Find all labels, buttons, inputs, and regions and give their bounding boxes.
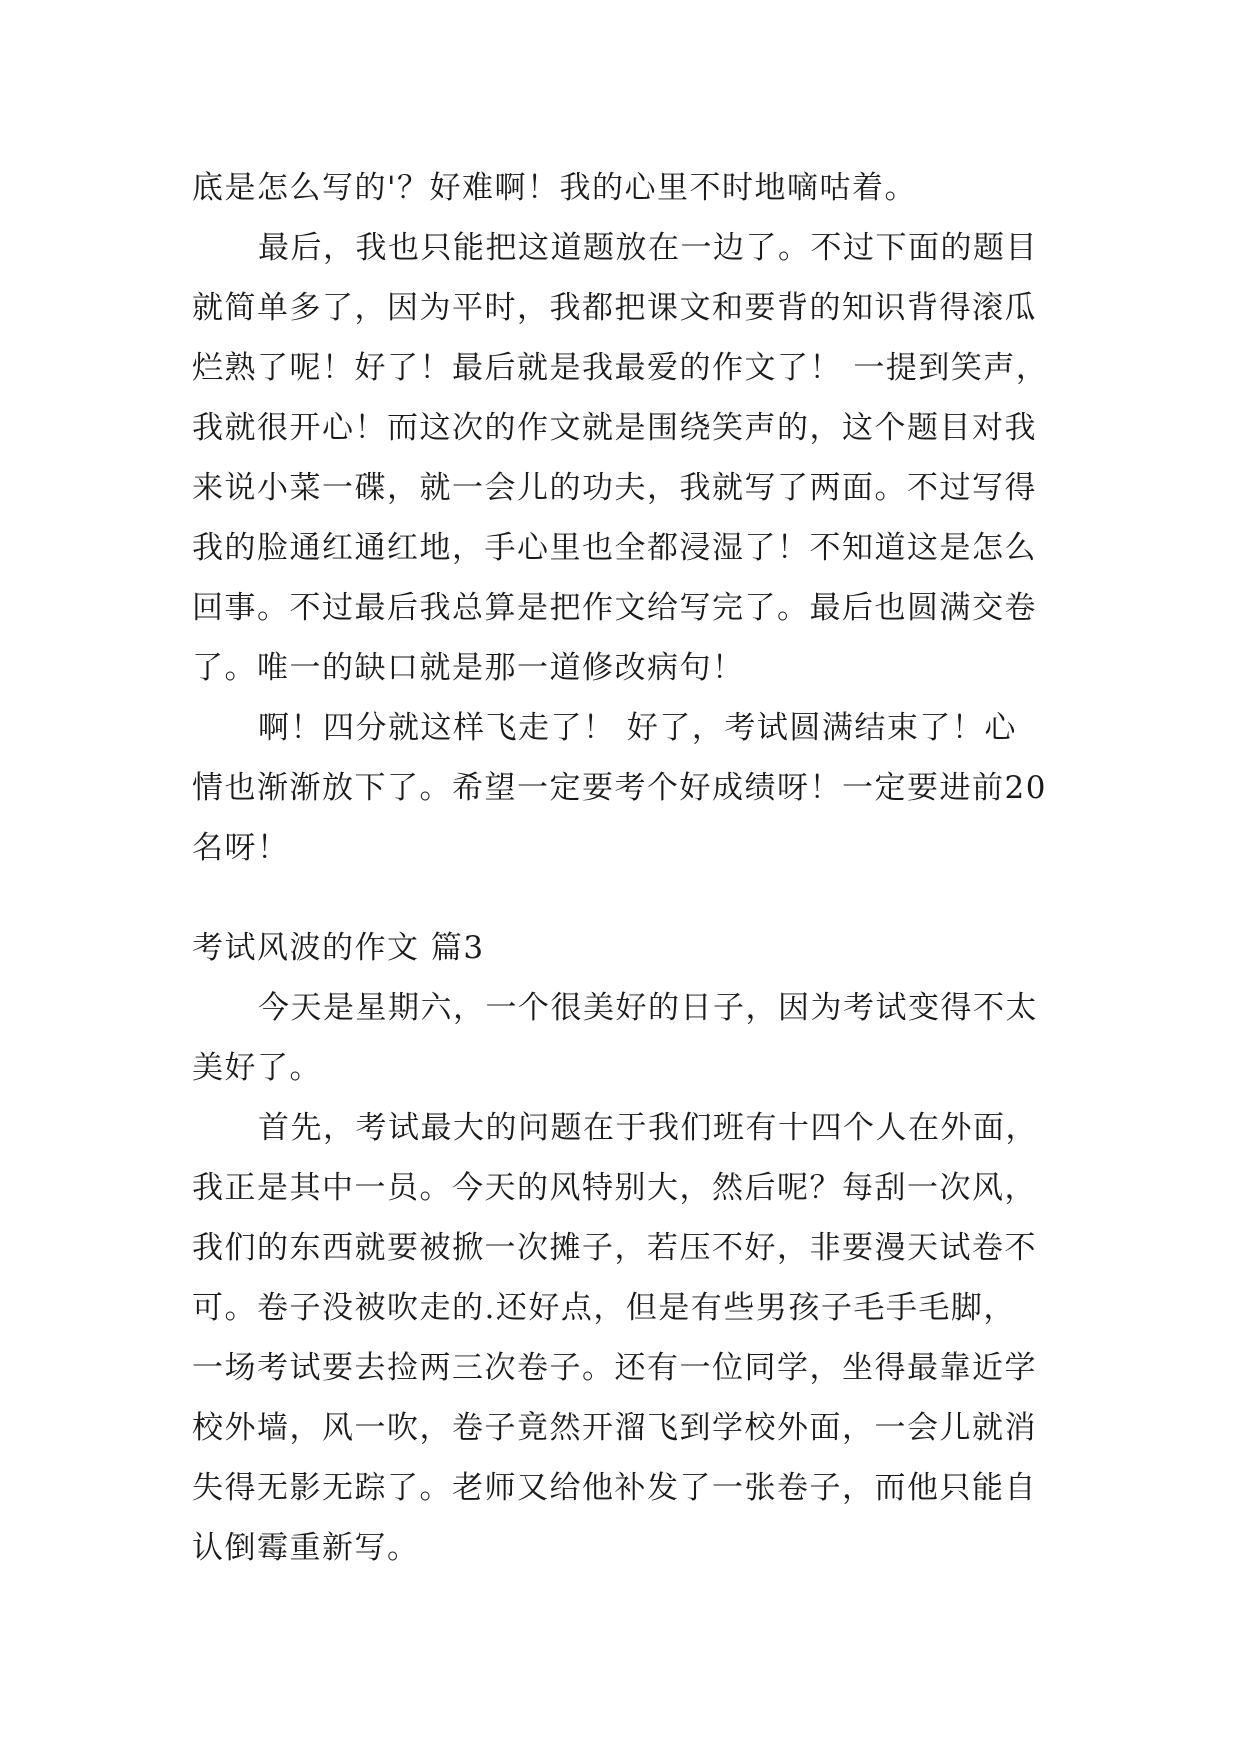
text-line: 失得无影无踪了。老师又给他补发了一张卷子，而他只能自 — [192, 1470, 1037, 1506]
text-line: 底是怎么写的'？好难啊！我的心里不时地嘀咕着。 — [192, 170, 918, 206]
text-line: 情也渐渐放下了。希望一定要考个好成绩呀！一定要进前20 — [192, 770, 1047, 806]
text-line: 一场考试要去捡两三次卷子。还有一位同学，坐得最靠近学 — [192, 1350, 1037, 1386]
text-line: 我就很开心！而这次的作文就是围绕笑声的，这个题目对我 — [192, 410, 1037, 446]
paragraph-start-line: 首先，考试最大的问题在于我们班有十四个人在外面， — [258, 1110, 1038, 1146]
text-line: 校外墙，风一吹，卷子竟然开溜飞到学校外面，一会儿就消 — [192, 1410, 1037, 1446]
text-line: 来说小菜一碟，就一会儿的功夫，我就写了两面。不过写得 — [192, 470, 1037, 506]
text-line: 认倒霉重新写。 — [192, 1530, 420, 1566]
text-line: 我的脸通红通红地，手心里也全都浸湿了！不知道这是怎么 — [192, 530, 1037, 566]
text-line: 烂熟了呢！好了！最后就是我最爱的作文了！ 一提到笑声， — [192, 350, 1049, 386]
paragraph-start-line: 最后，我也只能把这道题放在一边了。不过下面的题目 — [258, 230, 1038, 266]
section-heading: 考试风波的作文 篇3 — [192, 930, 485, 966]
text-line: 可。卷子没被吹走的.还好点，但是有些男孩子毛手毛脚， — [192, 1290, 1016, 1326]
text-line: 就简单多了，因为平时，我都把课文和要背的知识背得滚瓜 — [192, 290, 1037, 326]
text-line: 回事。不过最后我总算是把作文给写完了。最后也圆满交卷 — [192, 590, 1037, 626]
text-line: 我正是其中一员。今天的风特别大，然后呢？每刮一次风， — [192, 1170, 1037, 1206]
paragraph-start-line: 今天是星期六，一个很美好的日子，因为考试变得不太 — [258, 990, 1038, 1026]
text-line: 名呀！ — [192, 830, 290, 866]
paragraph-start-line: 啊！四分就这样飞走了！ 好了，考试圆满结束了！心 — [258, 710, 1017, 746]
text-line: 了。唯一的缺口就是那一道修改病句！ — [192, 650, 745, 686]
text-line: 美好了。 — [192, 1050, 322, 1086]
text-line: 我们的东西就要被掀一次摊子，若压不好，非要漫天试卷不 — [192, 1230, 1037, 1266]
